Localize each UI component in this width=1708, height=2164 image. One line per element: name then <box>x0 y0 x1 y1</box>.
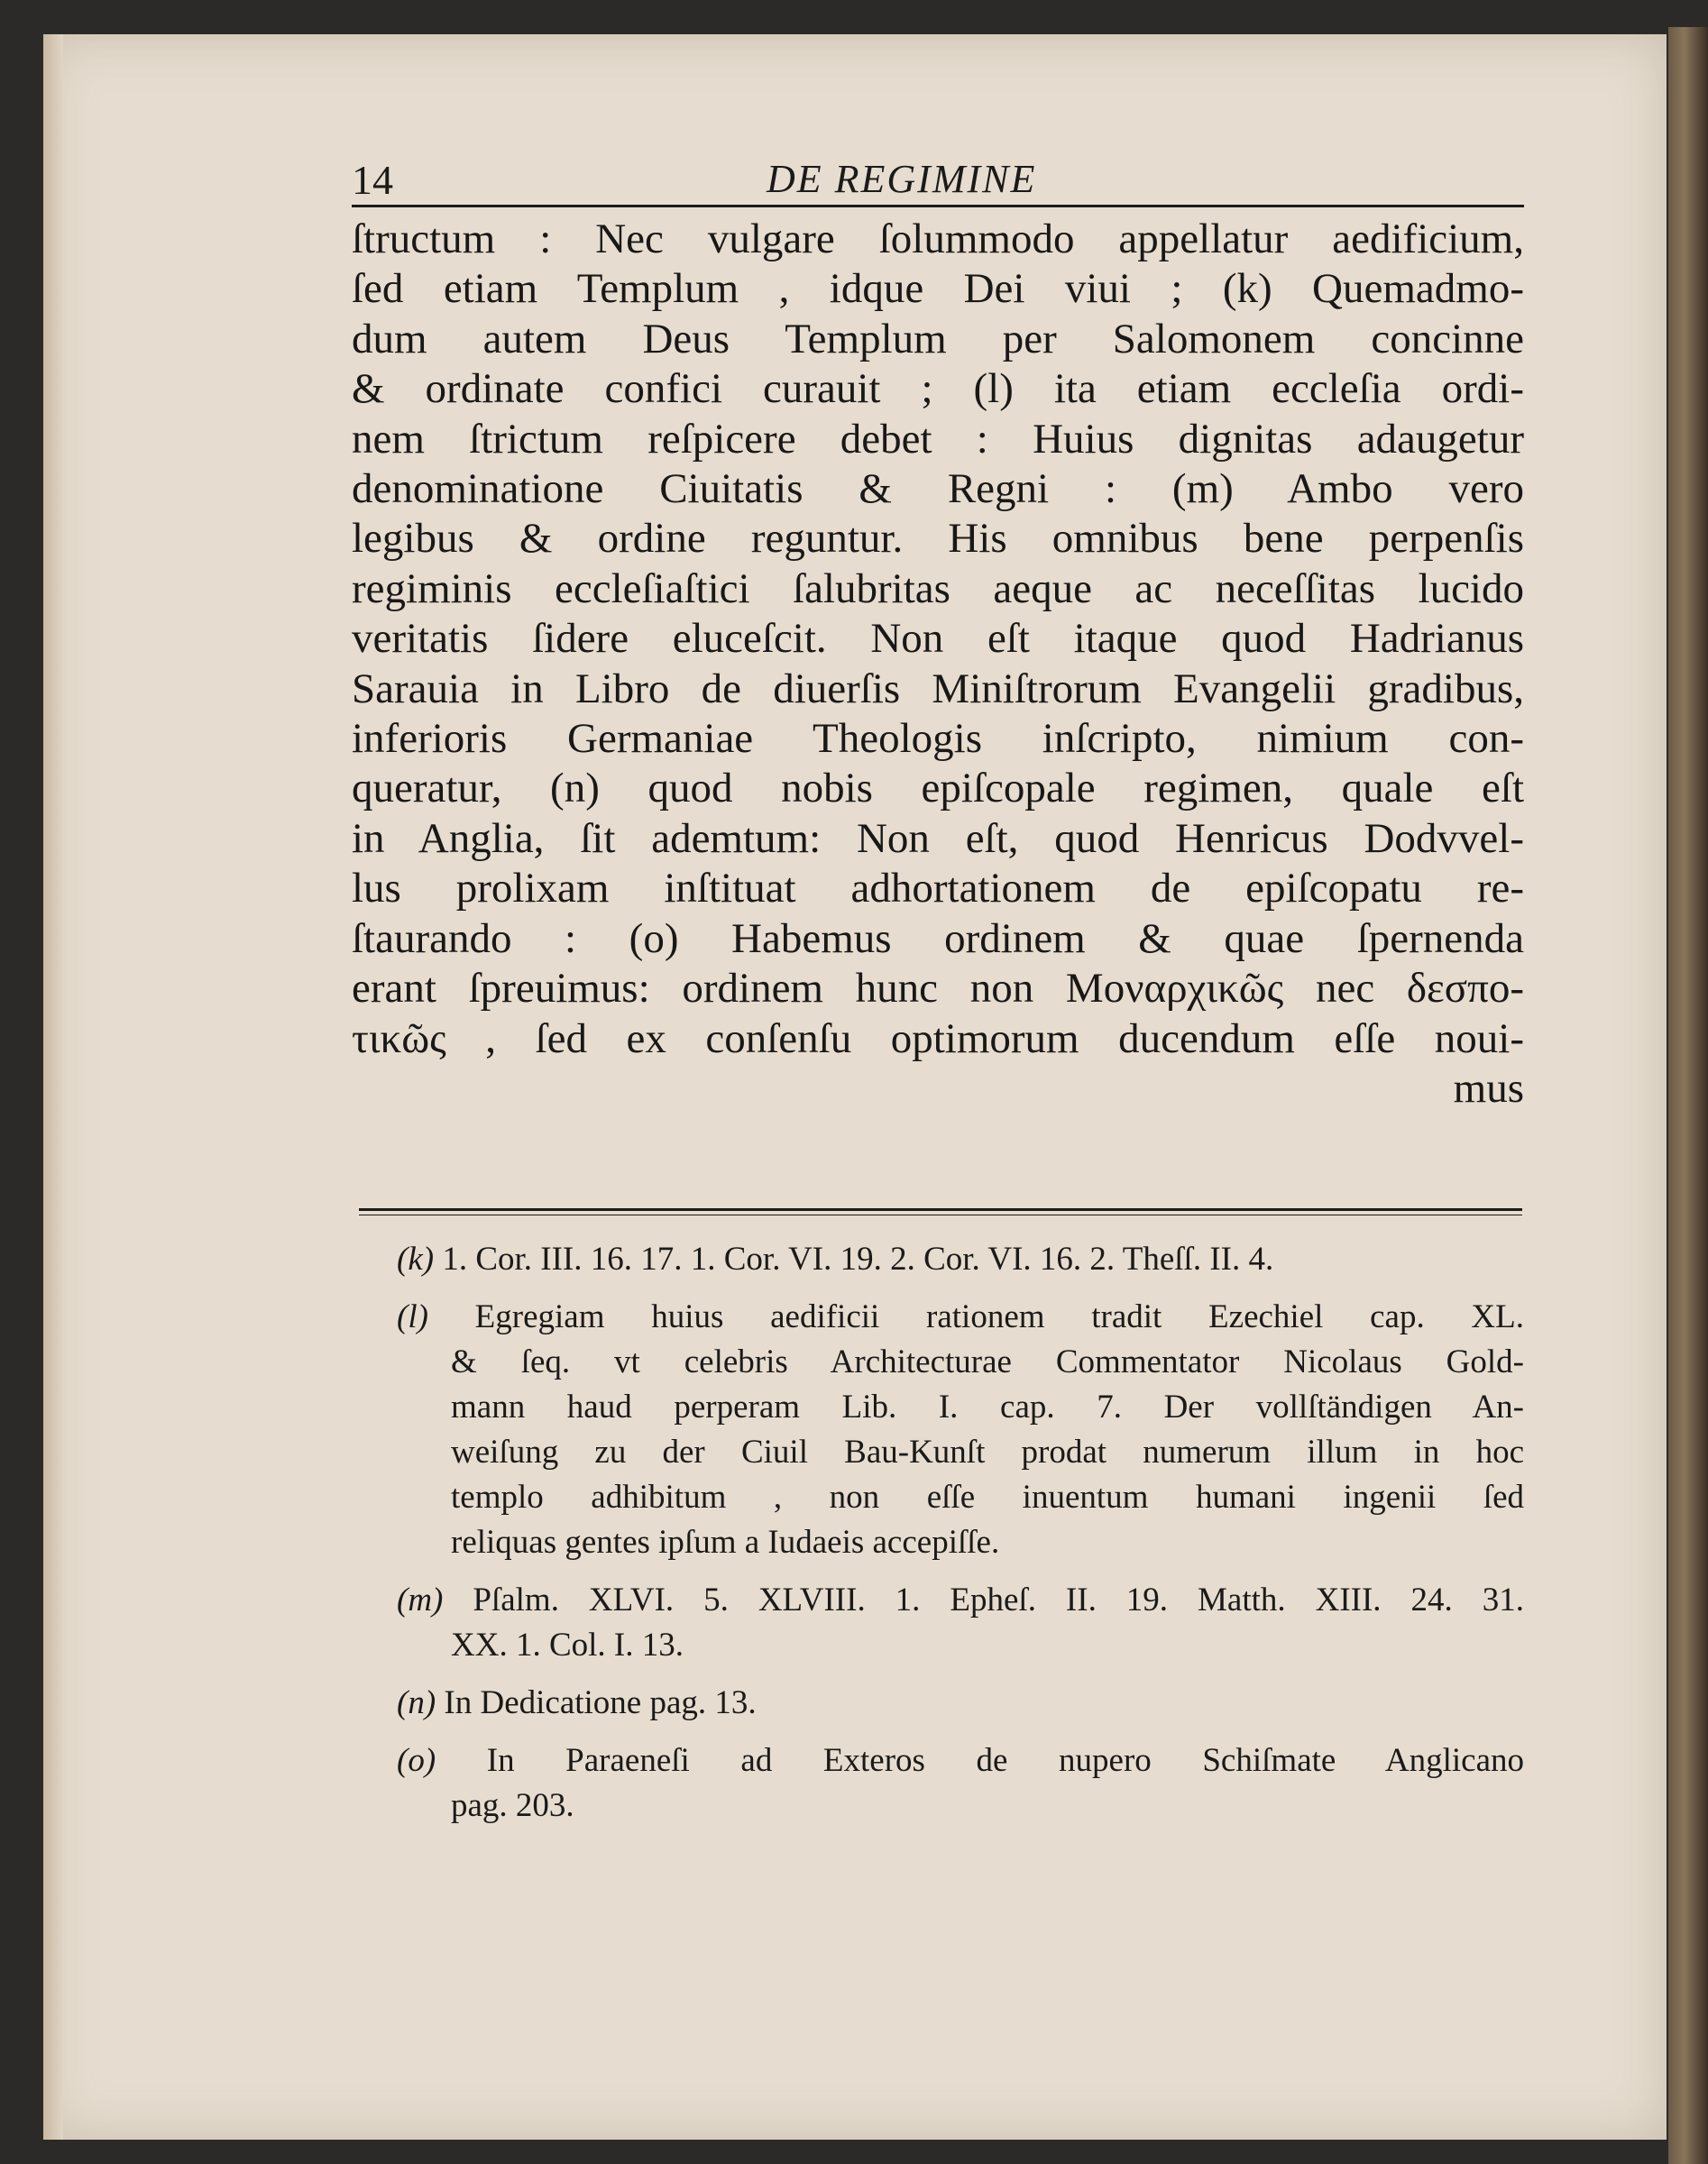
text-line: nem ſtrictum reſpicere debet : Huius dignitas adaugetur <box>352 415 1524 463</box>
text-line: ſtaurando : (o) Habemus ordinem & quae ſpernenda <box>352 914 1524 962</box>
header-rule <box>352 205 1524 207</box>
text-line: dum autem Deus Templum per Salomonem concinne <box>352 315 1524 362</box>
text-line: erant ſpreuimus: ordinem hunc non Μοναρχικῶς nec δεσπο- <box>352 965 1524 1013</box>
text-line: ſed etiam Templum , idque Dei viui ; (k) Quemadmo- <box>352 265 1524 313</box>
footnote-mark: (m) <box>397 1582 444 1618</box>
text-line: regiminis eccleſiaſtici ſalubritas aeque ac neceſſitas lucido <box>352 564 1524 612</box>
footnote-text: Egregiam huius aedificii rationem tradit Ezechiel cap. XL. <box>474 1298 1524 1335</box>
text-line: inferioris Germaniae Theologis inſcripto, nimium con- <box>352 715 1524 763</box>
footnote-line <box>397 1430 1524 1475</box>
text-line: queratur, (n) quod nobis epiſcopale regimen, quale eſt <box>352 765 1524 812</box>
footnote-mark: (o) <box>397 1742 436 1779</box>
footnote-mark: (l) <box>397 1298 428 1335</box>
footnote-text: XX. 1. Col. I. 13. <box>451 1627 684 1664</box>
footnote-text: In Dedicatione pag. 13. <box>444 1684 757 1721</box>
footnote-line <box>397 1237 1524 1282</box>
footnote-text: weiſung zu der Ciuil Bau-Kunſt prodat numerum illum in hoc <box>451 1434 1524 1471</box>
text-line: mus <box>1453 1064 1524 1112</box>
footnote <box>397 1578 1524 1668</box>
footnote-divider <box>359 1208 1522 1211</box>
footnote <box>397 1681 1524 1726</box>
footnote <box>397 1738 1524 1829</box>
footnote-mark: (k) <box>397 1241 435 1278</box>
text-line: & ordinate confici curauit ; (l) ita etiam eccleſia ordi- <box>352 365 1524 413</box>
running-title: DE REGIMINE <box>767 157 1037 201</box>
footnote-line <box>397 1475 1524 1520</box>
footnote-text: mann haud perperam Lib. I. cap. 7. Der vollſtändigen An- <box>451 1389 1524 1426</box>
main-text <box>352 215 1524 1114</box>
footnote-line <box>397 1340 1524 1385</box>
text-line: legibus & ordine reguntur. His omnibus bene perpenſis <box>352 515 1524 563</box>
footnote-text: reliquas gentes ipſum a Iudaeis accepiſſe. <box>451 1524 1000 1561</box>
footnote-text: In Paraeneſi ad Exteros de nupero Schiſmate Anglicano <box>486 1742 1524 1779</box>
page-gutter <box>43 34 63 2140</box>
page-header <box>352 149 1524 203</box>
footnote <box>397 1237 1524 1282</box>
text-line: lus prolixam inſtituat adhortationem de epiſcopatu re- <box>352 865 1524 912</box>
footnote-line <box>397 1738 1524 1783</box>
footnote-text: pag. 203. <box>451 1787 574 1824</box>
text-line: τικῶς , ſed ex conſenſu optimorum ducendum eſſe noui- <box>352 1014 1524 1062</box>
footnote-mark: (n) <box>397 1684 436 1721</box>
footnote-line <box>397 1578 1524 1623</box>
book-edge <box>1668 27 1708 2164</box>
footnote-line <box>397 1295 1524 1340</box>
footnote-text: templo adhibitum , non eſſe inuentum humani ingenii ſed <box>451 1479 1524 1516</box>
footnote-text: & ſeq. vt celebris Architecturae Commentator Nicolaus Gold- <box>451 1343 1524 1380</box>
footnote-line <box>397 1385 1524 1430</box>
footnote-line <box>397 1681 1524 1726</box>
footnote-text: 1. Cor. III. 16. 17. 1. Cor. VI. 19. 2. Cor. VI. 16. 2. Theſſ. II. 4. <box>442 1241 1274 1278</box>
text-line: in Anglia, ſit ademtum: Non eſt, quod Henricus Dodvvel- <box>352 814 1524 862</box>
footnotes <box>397 1237 1524 1841</box>
footnote-line <box>397 1623 1524 1668</box>
footnote-line <box>397 1520 1524 1565</box>
text-line: Sarauia in Libro de diuerſis Miniſtrorum Evangelii gradibus, <box>352 665 1524 712</box>
text-line: veritatis ſidere eluceſcit. Non eſt itaque quod Hadrianus <box>352 615 1524 663</box>
footnote <box>397 1295 1524 1565</box>
text-line: denominatione Ciuitatis & Regni : (m) Ambo vero <box>352 465 1524 513</box>
page-number: 14 <box>352 157 393 203</box>
footnote-line <box>397 1783 1524 1829</box>
footnote-text: Pſalm. XLVI. 5. XLVIII. 1. Epheſ. II. 19. Matth. XIII. 24. 31. <box>473 1582 1524 1618</box>
text-line: ſtructum : Nec vulgare ſolummodo appellatur aedificium, <box>352 215 1524 262</box>
